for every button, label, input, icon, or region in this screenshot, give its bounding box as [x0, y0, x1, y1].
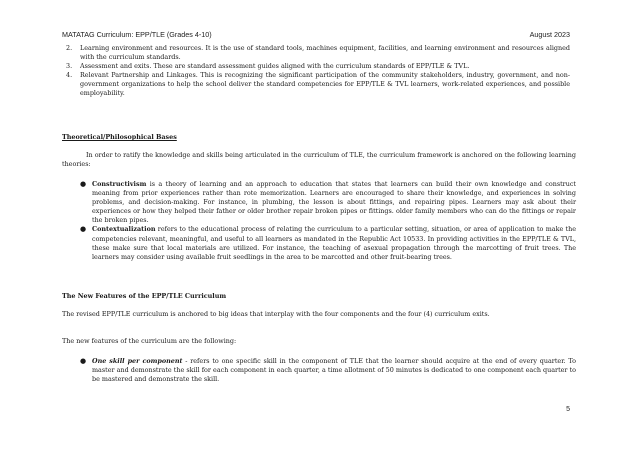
list-item-text: Relevant Partnership and Linkages. This is recognizing the significant participation of the community stakeholders, industry, government, and non-government organizations to help the school deliver the standard competencies for EPP/TLE & TVL learners, work-related experiences, and possible employability. — [80, 71, 570, 98]
term: Contextualization — [92, 225, 156, 234]
list-item-text: Assessment and exits. These are standard assessment guides aligned with the curriculum standards of EPP/TLE & TVL. — [80, 62, 470, 71]
new-features-para-1: The revised EPP/TLE curriculum is anchored to big ideas that interplay with the four components and the four (4) curriculum exits. — [62, 310, 490, 318]
theories-list — [80, 180, 576, 262]
definition: - refers to one specific skill in the component of TLE that the learner should acquire at the end of every quarter. To master and demonstrate the skill for each component in each quarter, a time allotment of 50 minutes is dedicated to one component each quarter to be mastered and demonstrate the skill. — [92, 357, 576, 384]
list-item: 2. Learning environment and resources. It is the use of standard tools, machines equipment, facilities, and learning environment and resources aligned with the curriculum standards. — [66, 44, 570, 62]
list-item — [80, 357, 576, 384]
bullet-icon: ● — [80, 225, 87, 234]
term: Constructivism — [92, 180, 147, 188]
new-features-list — [80, 357, 576, 384]
header-date: August 2023 — [529, 30, 570, 39]
list-item-text: Learning environment and resources. It is the use of standard tools, machines equipment, facilities, and learning environment and resources aligned with the curriculum standards. — [80, 44, 570, 62]
numbered-list — [66, 44, 570, 99]
term: One skill per component — [92, 357, 183, 365]
definition: refers to the educational process of relating the curriculum to a particular setting, situation, or area of application to make the competencies relevant, meaningful, and useful to all learners as mandated in the Republic Act 10533. In providing activities in the EPP/TLE & TVL, these make sure that local materials are utilized. For instance, the teaching of asexual propagation through the marcotting of fruit trees. The learners may consider using available fruit seedlings in the area to be marcotted and other fruit-bearing trees. — [92, 225, 576, 261]
section-heading-theoretical: Theoretical/Philosophical Bases — [62, 133, 177, 141]
list-item — [80, 225, 576, 261]
definition: is a theory of learning and an approach to education that states that learners can build their own knowledge and construct meaning from prior experiences rather than rote memorization. Learners are encouraged to share their knowledge, and experiences in solving problems, and decision-making. For instance, in plumbing, the lesson is about fittings, and repairing pipes. Learners may ask about their experiences or how they helped their father or older brother repair broken pipes or fittings. older family members who can do the fittings or repair the broken pipes. — [92, 180, 576, 225]
section-heading-new-features: The New Features of the EPP/TLE Curriculum — [62, 292, 227, 300]
list-item — [80, 180, 576, 225]
list-item: 4. Relevant Partnership and Linkages. This is recognizing the significant participation of the community stakeholders, industry, government, and non-government organizations to help the school deliver the standard competencies for EPP/TLE & TVL learners, work-related experiences, and possible employability. — [66, 71, 570, 98]
page-number: 5 — [566, 406, 570, 413]
theoretical-intro: In order to ratify the knowledge and skills being articulated in the curriculum of TLE, the curriculum framework is anchored on the following learning theories: — [62, 151, 576, 169]
new-features-para-2: The new features of the curriculum are the following: — [62, 337, 237, 345]
list-item: 3. Assessment and exits. These are standard assessment guides aligned with the curriculum standards of EPP/TLE & TVL. — [66, 62, 470, 71]
bullet-icon: ● — [80, 357, 87, 365]
header-title: MATATAG Curriculum: EPP/TLE (Grades 4-10) — [62, 30, 212, 39]
bullet-icon: ● — [80, 180, 87, 188]
